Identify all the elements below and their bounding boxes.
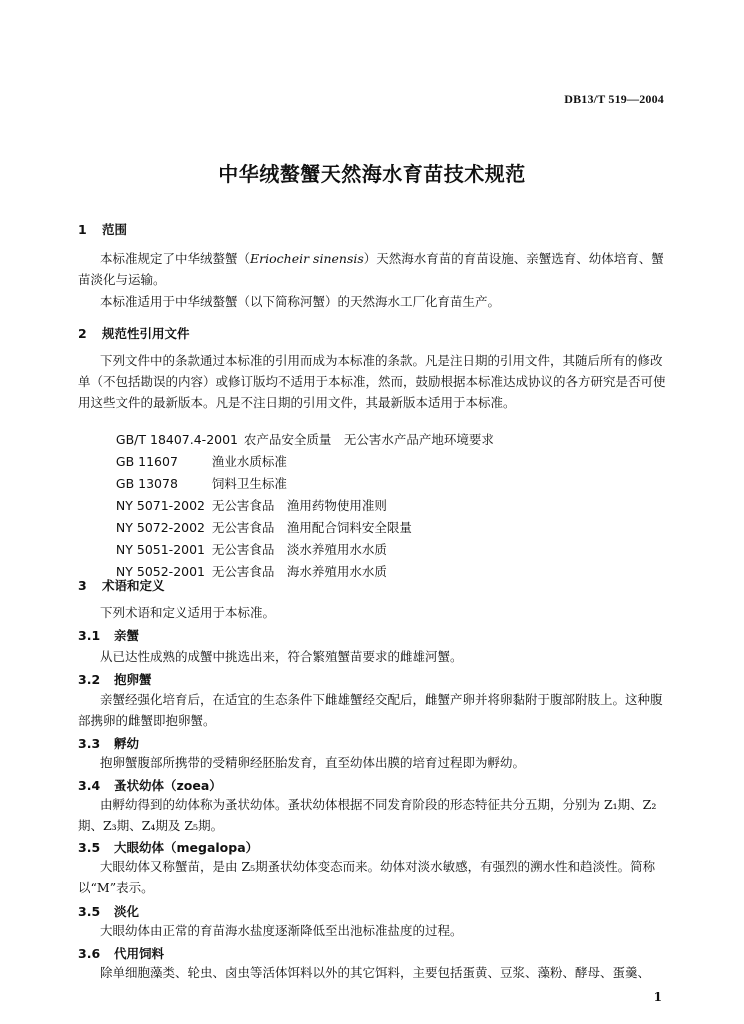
term-heading: 3.6 代用饲料 [78, 946, 165, 961]
term-definition: 由孵幼得到的幼体称为蚤状幼体。蚤状幼体根据不同发育阶段的形态特征共分五期，分别为 Z₁期、Z₂期、Z₃期、Z₄期及 Z₅期。 [78, 797, 657, 833]
reference-item: GB 13078 饲料卫生标准 [115, 476, 287, 491]
reference-item: NY 5051-2001 无公害食品 淡水养殖用水水质 [115, 542, 387, 557]
reference-item: NY 5072-2002 无公害食品 渔用配合饲料安全限量 [115, 520, 412, 535]
term-definition: 大眼幼体又称蟹苗，是由 Z₅期蚤状幼体变态而来。幼体对淡水敏感，有强烈的溯水性和趋淡性。简称以“M”表示。 [78, 859, 656, 895]
section-3-intro: 下列术语和定义适用于本标准。 [100, 605, 276, 620]
term-definition: 除单细胞藻类、轮虫、卤虫等活体饵料以外的其它饵料，主要包括蛋黄、豆浆、藻粉、酵母、蛋羹、 [100, 965, 651, 980]
reference-item: NY 5071-2002 无公害食品 渔用药物使用准则 [115, 498, 387, 513]
reference-item: GB/T 18407.4-2001 农产品安全质量 无公害水产品产地环境要求 [115, 432, 494, 447]
latin-name: Eriocheir sinensis [250, 251, 364, 266]
section-1-paragraph-2: 本标准适用于中华绒螯蟹（以下简称河蟹）的天然海水工厂化育苗生产。 [100, 294, 501, 309]
reference-item: NY 5052-2001 无公害食品 海水养殖用水水质 [115, 564, 387, 579]
term-heading: 3.1 亲蟹 [78, 628, 140, 643]
term-definition: 大眼幼体由正常的育苗海水盐度逐渐降低至出池标准盐度的过程。 [100, 923, 463, 938]
document-title: 中华绒螯蟹天然海水育苗技术规范 [218, 162, 526, 186]
standard-code: DB13/T 519—2004 [564, 92, 664, 106]
section-1-heading: 1 范围 [78, 222, 128, 237]
term-definition: 抱卵蟹腹部所携带的受精卵经胚胎发育，直至幼体出膜的培育过程即为孵幼。 [100, 755, 526, 770]
term-heading: 3.5 大眼幼体（megalopa） [78, 840, 259, 855]
term-heading: 3.3 孵幼 [78, 736, 140, 751]
term-definition: 亲蟹经强化培育后，在适宜的生态条件下雌雄蟹经交配后，雌蟹产卵并将卵黏附于腹部附肢上。这种腹部携卵的雌蟹即抱卵蟹。 [78, 692, 663, 728]
term-heading: 3.5 淡化 [78, 904, 140, 919]
term-heading: 3.4 蚤状幼体（zoea） [78, 778, 222, 793]
section-1-paragraph-1: 本标准规定了中华绒螯蟹（Eriocheir sinensis）天然海水育苗的育苗设施、亲蟹选育、幼体培育、蟹苗淡化与运输。 [78, 251, 664, 287]
reference-item: GB 11607 渔业水质标准 [115, 454, 287, 469]
term-definition: 从已达性成熟的成蟹中挑选出来，符合繁殖蟹苗要求的雌雄河蟹。 [100, 649, 463, 664]
section-2-heading: 2 规范性引用文件 [78, 326, 190, 341]
section-2-paragraph: 下列文件中的条款通过本标准的引用而成为本标准的条款。凡是注日期的引用文件，其随后所有的修改单（不包括勘误的内容）或修订版均不适用于本标准，然而，鼓励根据本标准达成协议的各方研究是否可使用这些文件的最新版本。凡是不注日期的引用文件，其最新版本适用于本标准。 [78, 353, 666, 410]
term-heading: 3.2 抱卵蟹 [78, 672, 152, 687]
section-3-heading: 3 术语和定义 [78, 578, 165, 593]
page-number: 1 [653, 990, 662, 1004]
